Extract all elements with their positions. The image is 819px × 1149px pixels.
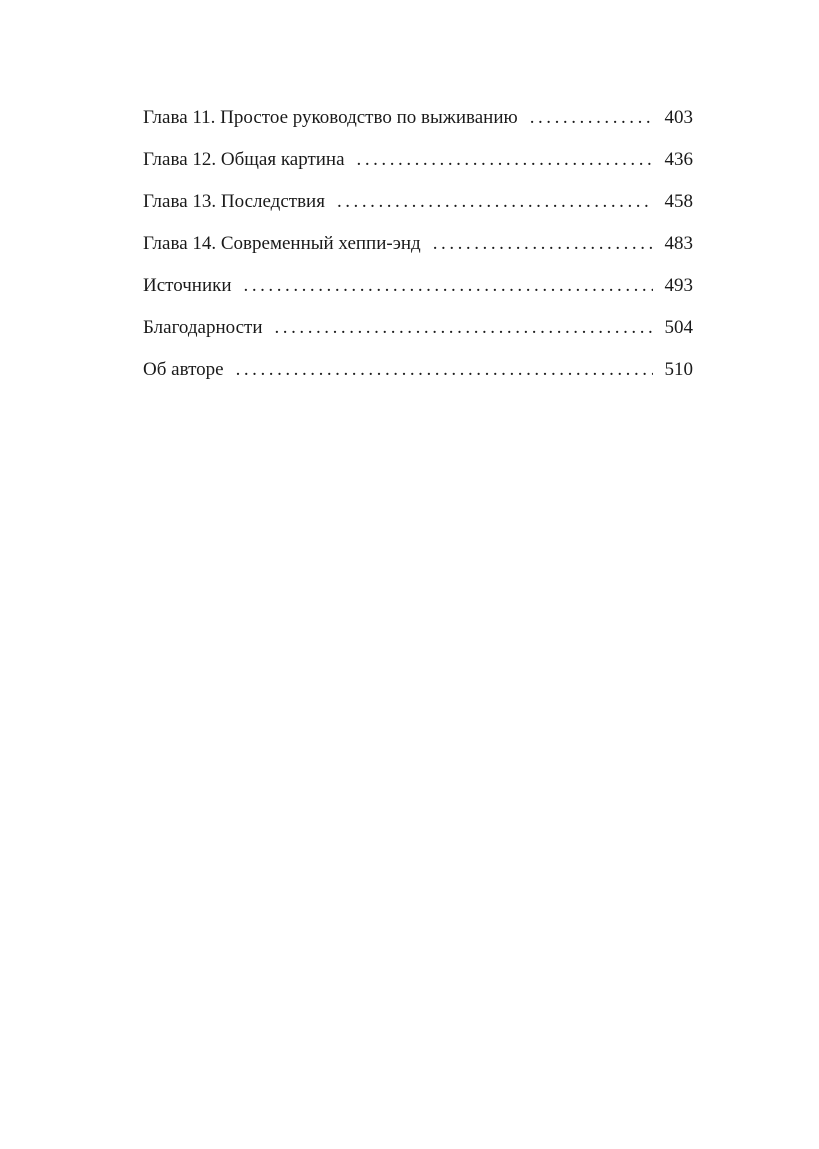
toc-entry-page-number: 403 <box>664 107 693 128</box>
toc-entry-title: Глава 12. Общая картина <box>143 149 345 170</box>
toc-dot-leader <box>337 191 653 213</box>
table-of-contents <box>143 107 693 401</box>
toc-entry-page-number: 436 <box>664 149 693 170</box>
toc-entry <box>143 275 693 317</box>
toc-entry-title: Источники <box>143 275 232 296</box>
toc-entry-page-number: 510 <box>664 359 693 380</box>
toc-entry-title: Глава 13. Последствия <box>143 191 325 212</box>
toc-entry <box>143 149 693 191</box>
toc-entry-title: Об авторе <box>143 359 224 380</box>
toc-entry <box>143 107 693 149</box>
toc-entry <box>143 317 693 359</box>
toc-entry <box>143 191 693 233</box>
toc-entry-title: Благодарности <box>143 317 263 338</box>
toc-dot-leader <box>236 359 653 381</box>
toc-dot-leader <box>357 149 653 171</box>
toc-dot-leader <box>275 317 654 339</box>
toc-entry-title: Глава 11. Простое руководство по выживанию <box>143 107 518 128</box>
toc-entry <box>143 233 693 275</box>
toc-entry-page-number: 493 <box>664 275 693 296</box>
toc-entry-title: Глава 14. Современный хеппи-энд <box>143 233 421 254</box>
toc-entry <box>143 359 693 401</box>
toc-dot-leader <box>530 107 653 129</box>
toc-dot-leader <box>244 275 653 297</box>
toc-entry-page-number: 483 <box>664 233 693 254</box>
toc-dot-leader <box>433 233 653 255</box>
toc-entry-page-number: 504 <box>664 317 693 338</box>
toc-entry-page-number: 458 <box>664 191 693 212</box>
